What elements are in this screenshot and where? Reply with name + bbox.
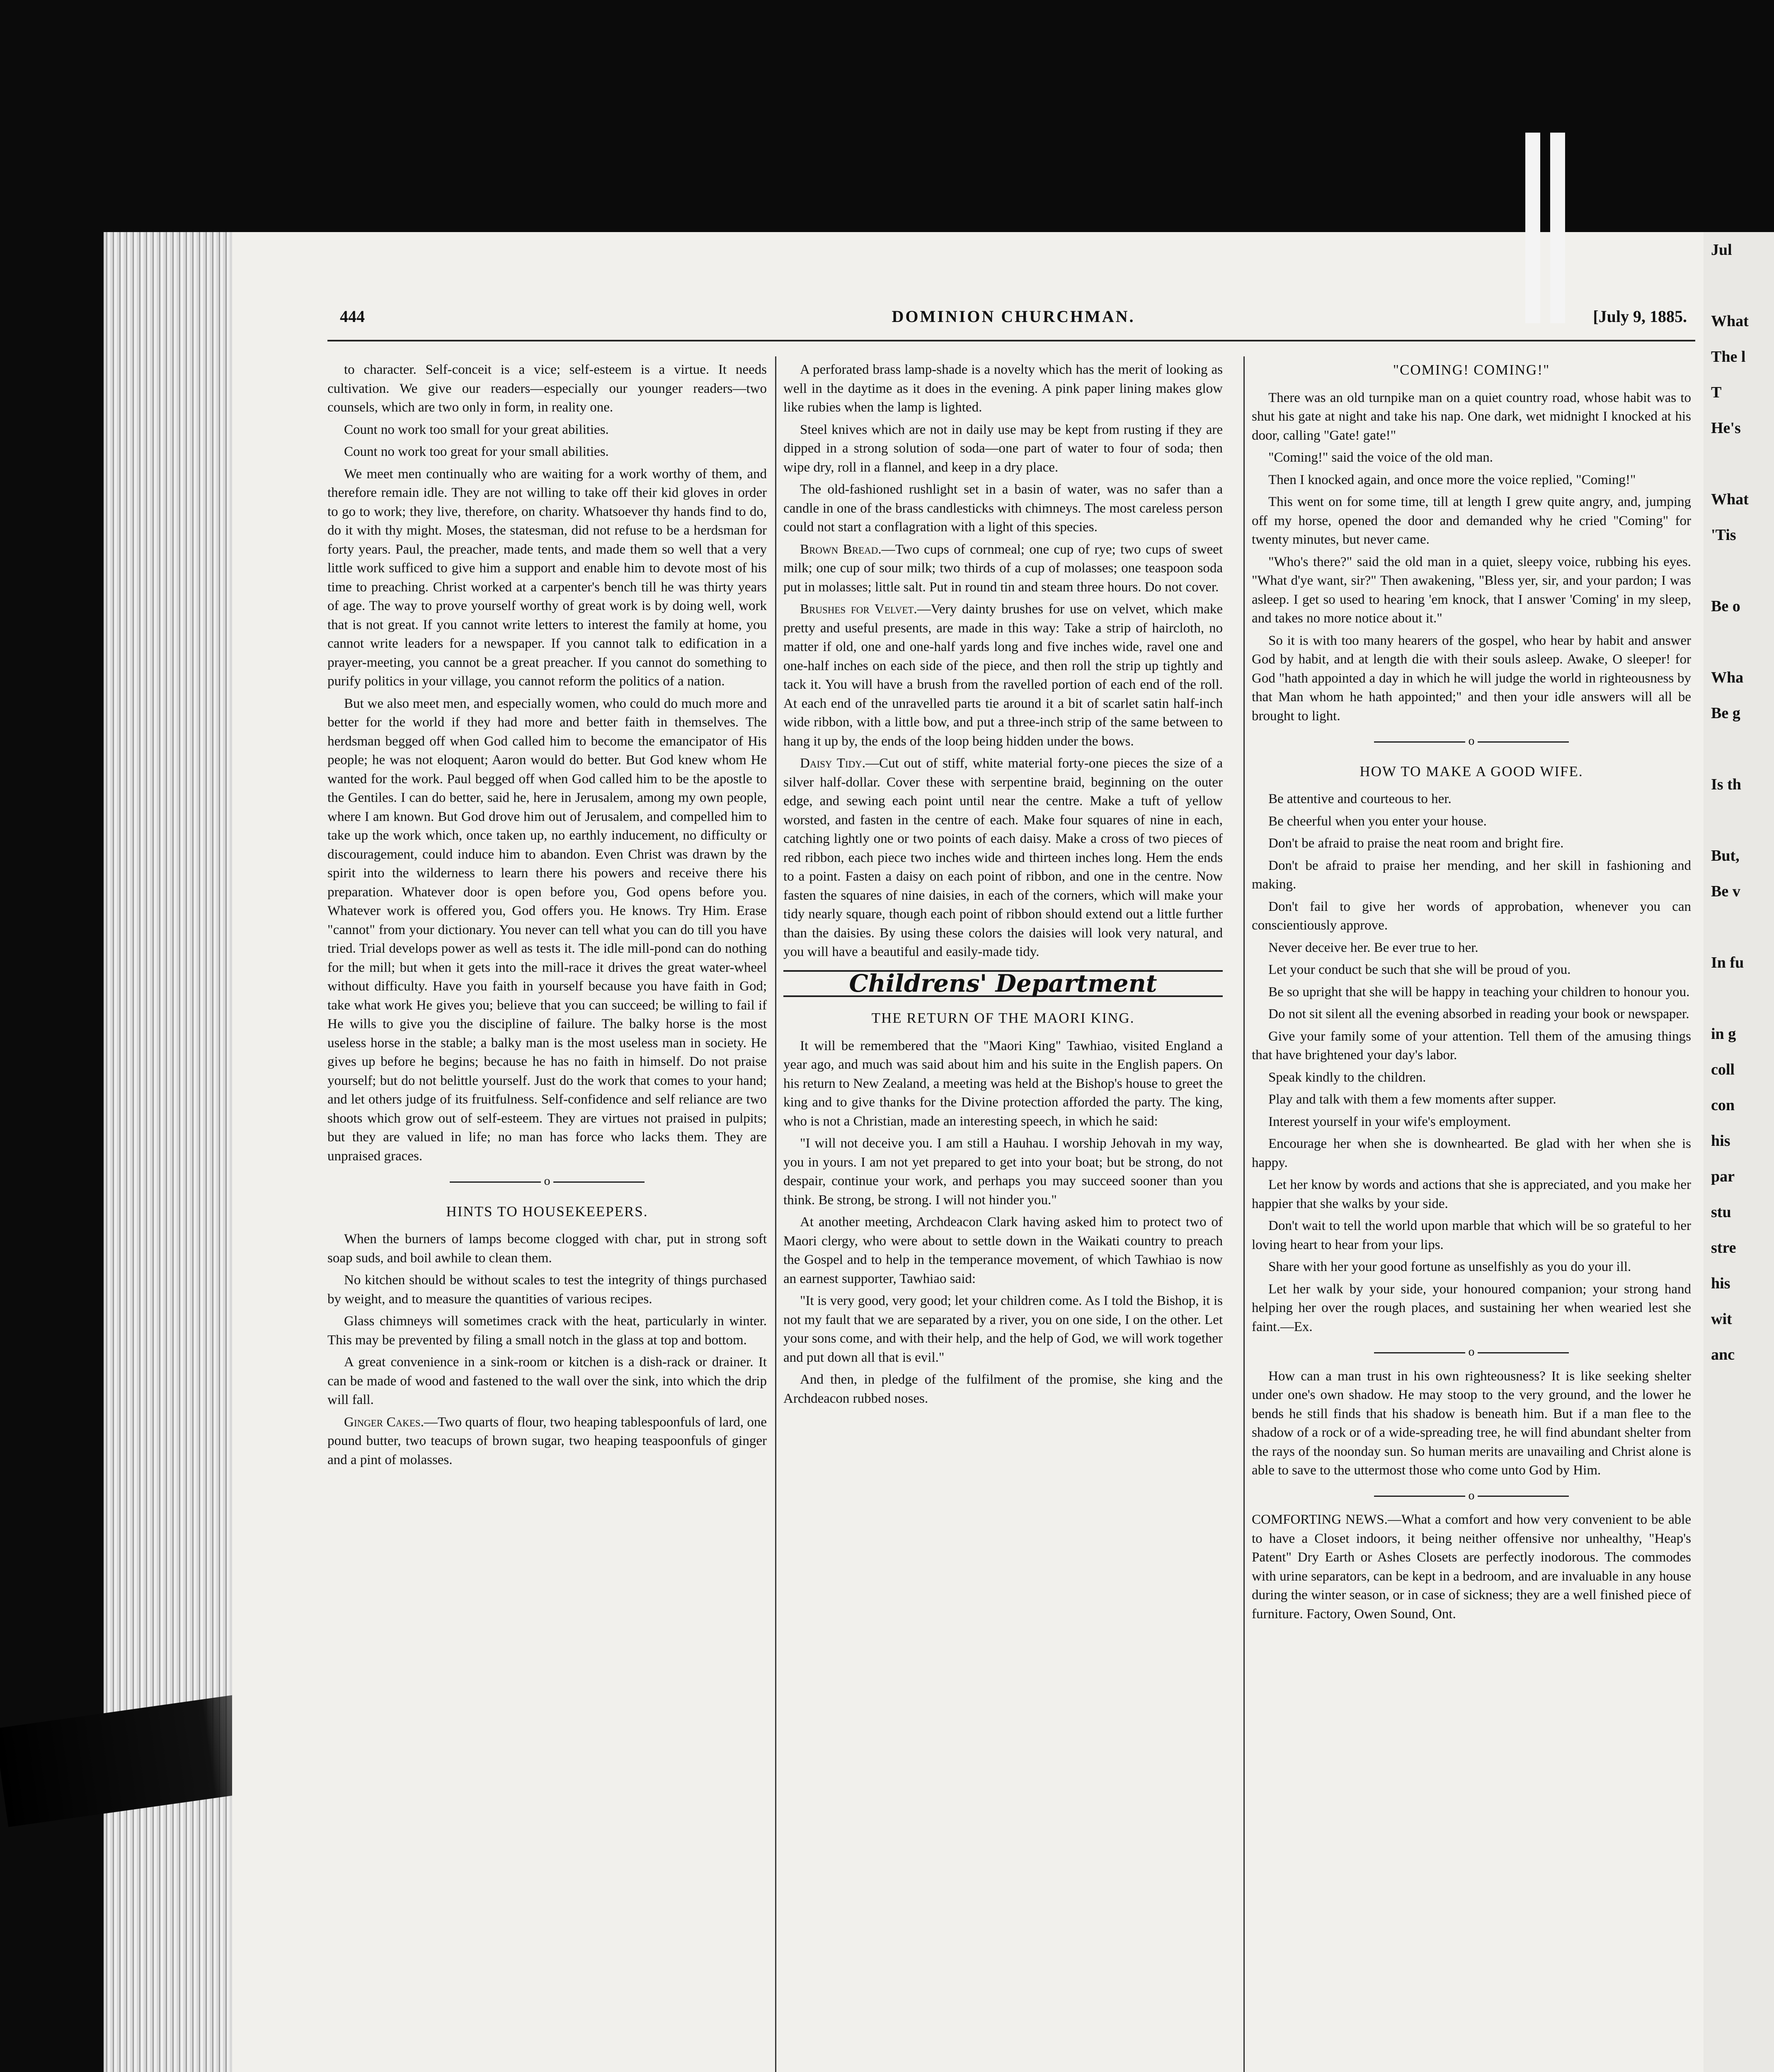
ginger-cakes-recipe: Ginger Cakes.—Two quarts of flour, two heaping tablespoonfuls of lard, one pound butter, two teacups of brown sugar, two heaping teaspoonfuls of ginger and a pint of molasses. bbox=[327, 1414, 767, 1467]
wife-tip: Share with her your good fortune as unselfishly as you do your ill. bbox=[1268, 1259, 1631, 1274]
column-rule bbox=[1243, 356, 1245, 2072]
facing-page-text: Be v bbox=[1711, 883, 1740, 900]
hint-paragraph: A great convenience in a sink-room or kitchen is a dish-rack or drainer. It can be made of wood and fastened to the wall over the sink, into which the drip will fall. bbox=[327, 1355, 767, 1407]
coming-heading: "COMING! COMING!" bbox=[1393, 362, 1550, 378]
ornament-divider: o bbox=[1252, 731, 1691, 750]
wife-tip: Encourage her when she is downhearted. Be glad with her when she is happy. bbox=[1252, 1136, 1691, 1170]
binder-clip bbox=[1550, 133, 1565, 323]
wife-tip: Don't fail to give her words of approbation, whenever you can conscientiously approve. bbox=[1252, 899, 1691, 933]
facing-page-text: In fu bbox=[1711, 954, 1744, 971]
facing-page-text: Be o bbox=[1711, 598, 1740, 615]
maori-king-heading: THE RETURN OF THE MAORI KING. bbox=[871, 1010, 1135, 1026]
wife-tip: Don't wait to tell the world upon marble that which will be so grateful to her loving heart to hear from your lips. bbox=[1252, 1218, 1691, 1252]
maori-paragraph: And then, in pledge of the fulfilment of the promise, she king and the Archdeacon rubbed noses. bbox=[783, 1372, 1223, 1406]
column-1 bbox=[327, 361, 767, 1473]
facing-page-text bbox=[1704, 446, 1774, 482]
hint-paragraph: No kitchen should be without scales to test the integrity of things purchased by weight, and to measure the quantities of various recipes. bbox=[327, 1273, 767, 1307]
maori-paragraph: It will be remembered that the "Maori King" Tawhiao, visited England a year ago, and much was said about him and his suite in the English papers. On his return to New Zealand, a meeting was held at the Bishop's house to greet the king and to give thanks for the Divine protection afforded the party. The king, who is not a Christian, made an interesting speech, in which he said: bbox=[783, 1038, 1223, 1129]
comforting-news-ad: COMFORTING NEWS.—What a comfort and how very convenient to be able to have a Closet indoors, it being neither offensive nor unhealthy, "Heap's Patent" Dry Earth or Ashes Closets are perfectly inodorous. The commodes with urine separators, can be kept in a bedroom, and are invaluable in any house during the winter season, or in case of sickness; they are a well finished piece of furniture. Factory, Owen Sound, Ont. bbox=[1252, 1512, 1691, 1622]
article-paragraph: But we also meet men, and especially women, who could do much more and better for the world if they had more and better faith in themselves. The herdsman begged off when God called him to become the emancipator of His people; he was not eloquent; Aaron would do better. But God knew whom He wanted for the work. Paul begged off when God called him to be the apostle to the Gentiles. I can do better, said he, here in Jerusalem, among my own people, where I am known. But God drove him out of Jerusalem, and compelled him to take up the work which, once taken up, no earthly inducement, no difficulty or discouragement, could induce him to abandon. Even Christ was drawn by the spirit into the wilderness to learn there his powers and receive there his preparation. Whatever door is open before you, God opens before you. Whatever work is offered you, God offers you. He knows. Try Him. Erase "cannot" from your dictionary. You never can tell what you can do till you have tried. Trial develops power as well as tests it. The idle mill-pond can do nothing for the mill; but when it gets into the mill-race it drives the great water-wheel without difficulty. Have you faith in yourself because you have faith in God; take what work He gives you; believe that you can succeed; be willing to fail if He wills to give you the discipline of failure. The balky horse is the most useless horse in the stable; a balky man is the most useless man in society. He gives up before he begins; because he has no faith in himself. Do not praise yourself; but do not belittle yourself. Just do the work that comes to your hand; and let others judge of its fruitfulness. Self-confidence and self reliance are two shoots which grow out of self-esteem. They are virtues not praised in pulpits; but they are valued in life; no man has force who lacks them. They are unpraised graces. bbox=[327, 696, 767, 1164]
article-paragraph: to character. Self-conceit is a vice; self-esteem is a virtue. It needs cultivation. We give our readers—especially our younger readers—two counsels, which are two only in form, in reality one. bbox=[327, 362, 767, 415]
brown-bread-recipe: Brown Bread.—Two cups of cornmeal; one cup of rye; two cups of sweet milk; one cup of sour milk; two thirds of a cup of molasses; one teaspoon soda put in molasses; little salt. Put in round tin and steam three hours. Do not cover. bbox=[783, 542, 1223, 595]
masthead-title: DOMINION CHURCHMAN. bbox=[892, 307, 1135, 326]
facing-page-text: 'Tis bbox=[1711, 526, 1736, 544]
hint-paragraph: Glass chimneys will sometimes crack with the heat, particularly in winter. This may be prevented by filing a small notch in the glass at top and bottom. bbox=[327, 1314, 767, 1348]
article-paragraph: A perforated brass lamp-shade is a novelty which has the merit of looking as well in the daytime as it does in the evening. A pink paper lining makes glow like rubies when the lamp is lighted. bbox=[783, 362, 1223, 415]
facing-page-text: par bbox=[1711, 1168, 1735, 1185]
ornament-divider: o bbox=[327, 1172, 767, 1191]
facing-page-text: Be g bbox=[1711, 704, 1740, 722]
wife-tip: Don't be afraid to praise her mending, and her skill in fashioning and making. bbox=[1252, 858, 1691, 892]
facing-page-text: stre bbox=[1711, 1239, 1736, 1256]
facing-page-text bbox=[1704, 802, 1774, 838]
coming-paragraph: So it is with too many hearers of the gospel, who hear by habit and answer God by habit, and at length die with their souls asleep. Awake, O sleeper! for God "hath appointed a day in which he will judge the world in righteousness by that Man whom he hath appointed;" and then your idle answers will all be brought to light. bbox=[1252, 633, 1691, 724]
facing-page-text bbox=[1704, 553, 1774, 588]
hint-paragraph: When the burners of lamps become clogged with char, put in strong soft soap suds, and boil awhile to clean them. bbox=[327, 1232, 767, 1266]
coming-paragraph: There was an old turnpike man on a quiet country road, whose habit was to shut his gate at night and take his nap. One dark, wet midnight I knocked at his door, calling "Gate! gate!" bbox=[1252, 390, 1691, 443]
facing-page-text: What bbox=[1711, 312, 1749, 330]
ornament-divider: o bbox=[1252, 1342, 1691, 1361]
coming-paragraph: Then I knocked again, and once more the voice replied, "Coming!" bbox=[1268, 472, 1636, 487]
childrens-department-banner: Childrens' Department bbox=[783, 970, 1223, 997]
header-rule bbox=[327, 340, 1695, 341]
binder-clip bbox=[1525, 133, 1540, 323]
facing-page-text: con bbox=[1711, 1097, 1735, 1114]
facing-page-text: stu bbox=[1711, 1203, 1731, 1221]
wife-tip: Be attentive and courteous to her. bbox=[1268, 792, 1452, 806]
facing-page-text bbox=[1704, 980, 1774, 1016]
facing-page-text: his bbox=[1711, 1132, 1730, 1150]
facing-page-text: Is th bbox=[1711, 776, 1741, 793]
facing-page-text bbox=[1704, 909, 1774, 945]
wife-tip: Be cheerful when you enter your house. bbox=[1268, 813, 1487, 829]
facing-page-text: Wha bbox=[1711, 669, 1744, 686]
issue-date: [July 9, 1885. bbox=[1593, 307, 1687, 326]
facing-page-text: his bbox=[1711, 1275, 1730, 1292]
coming-paragraph: "Who's there?" said the old man in a quiet, sleepy voice, rubbing his eyes. "What d'ye want, sir?" Then awakening, "Bless yer, sir, and your pardon; I was asleep. I get so used to hearing 'em knock, that I answer 'Coming' in my sleep, and takes no more notice about it." bbox=[1252, 554, 1691, 626]
wife-tip: Let her walk by your side, your honoured companion; your strong hand helping her over the rough places, and sustaining her when wearied lest she faint.—Ex. bbox=[1252, 1281, 1691, 1334]
column-3 bbox=[1252, 361, 1691, 1627]
wife-tip: Let your conduct be such that she will be proud of you. bbox=[1268, 962, 1571, 977]
wife-tip: Play and talk with them a few moments after supper. bbox=[1268, 1092, 1556, 1107]
facing-page-text: T bbox=[1711, 384, 1722, 401]
article-paragraph: Steel knives which are not in daily use may be kept from rusting if they are dipped in a strong solution of soda—one part of water to four of soda; then wipe dry, roll in a flannel, and keep in a dry place. bbox=[783, 422, 1223, 475]
facing-page-text: anc bbox=[1711, 1346, 1735, 1363]
page-number: 444 bbox=[340, 307, 365, 326]
wife-tip: Never deceive her. Be ever true to her. bbox=[1268, 940, 1478, 955]
facing-page-text: What bbox=[1711, 491, 1749, 508]
good-wife-heading: HOW TO MAKE A GOOD WIFE. bbox=[1360, 763, 1583, 779]
article-paragraph: Count no work too great for your small abilities. bbox=[344, 444, 609, 459]
wife-tip: Don't be afraid to praise the neat room and bright fire. bbox=[1268, 836, 1564, 851]
facing-page-fragment bbox=[1704, 232, 1774, 2072]
wife-tip: Be so upright that she will be happy in teaching your children to honour you. bbox=[1268, 984, 1690, 1000]
maori-paragraph: "It is very good, very good; let your children come. As I told the Bishop, it is not my fault that we are separated by a river, you on one side, I on the other. Let your sons come, and with their help, and the help of God, we will work together and put down all that is evil." bbox=[783, 1293, 1223, 1365]
velvet-brushes-article: Brushes for Velvet.—Very dainty brushes for use on velvet, which make pretty and useful presents, are made in this way: Take a strip of haircloth, no matter if old, one and one-half yards long and five inches wide, ravel one and one-half inches on each side of the piece, and then roll the strip up tightly and tack it. You will have a brush from the ravelled portion of each end of the roll. At each end of the unravelled parts tie around it a bit of scarlet satin half-inch wide ribbon, with a little bow, and put a three-inch strip of the same between to hang it up by, the ends of the loop being hidden under the bows. bbox=[783, 602, 1223, 749]
facing-page-text: coll bbox=[1711, 1061, 1735, 1078]
wife-tip: Speak kindly to the children. bbox=[1268, 1070, 1426, 1085]
daisy-tidy-article: Daisy Tidy.—Cut out of stiff, white material forty-one pieces the size of a silver half-dollar. Cover these with serpentine braid, beginning on the outer edge, and sewing each point until near the centre. Make a tuft of yellow worsted, and fasten in the centre of each. Make four squares of nine in each, catching lightly one or two points of each daisy. Make a cross of two pieces of red ribbon, each piece two inches wide and thirteen inches long. Hem the ends to a point. Fasten a daisy on each point of ribbon, and one in the centre. Now fasten the squares of nine daisies, in each of the corners, which will make your tidy nearly square, though each point of ribbon should extend out a little further than the daisies. By using these colors the daisies will look very natural, and you will have a beautiful and easily-made tidy. bbox=[783, 756, 1223, 959]
wife-tip: Interest yourself in your wife's employment. bbox=[1268, 1114, 1511, 1129]
coming-paragraph: "Coming!" said the voice of the old man. bbox=[1268, 450, 1493, 465]
facing-page-text: But, bbox=[1711, 847, 1740, 864]
article-paragraph: We meet men continually who are waiting for a work worthy of them, and therefore remain idle. They are not willing to take off their kid gloves in order to go to work; they live, therefore, on charity. Whatsoever thy hands find to do, do it with thy might. Moses, the statesman, did not refuse to be a herdsman for forty years. Paul, the preacher, made tents, and made them so well that a very little work sufficed to give him a support and enable him to devote most of his time to preaching. Christ worked at a carpenter's bench till he was thirty years of age. The way to prove yourself worthy of great work is by doing well, work that is not great. If you cannot write letters to interest the family at home, you cannot write leaders for a newspaper. If you cannot talk to edification in a prayer-meeting, you cannot be a great preacher. If you cannot do something to purify politics in your village, you cannot reform the politics of a nation. bbox=[327, 466, 767, 689]
column-rule bbox=[775, 356, 776, 2072]
hints-heading: HINTS TO HOUSEKEEPERS. bbox=[446, 1203, 648, 1220]
coming-paragraph: This went on for some time, till at length I grew quite angry, and, jumping off my horse, opened the door and demanded why he cried "Coming" for twenty minutes, but never came. bbox=[1252, 494, 1691, 547]
page-header bbox=[340, 307, 1687, 340]
wife-tip: Give your family some of your attention. Tell them of the amusing things that have brightened your day's labor. bbox=[1252, 1029, 1691, 1063]
facing-page-text: in g bbox=[1711, 1025, 1736, 1043]
wife-tip: Do not sit silent all the evening absorbed in reading your book or newspaper. bbox=[1268, 1007, 1689, 1021]
facing-page-text: He's bbox=[1711, 419, 1741, 437]
righteousness-paragraph: How can a man trust in his own righteousness? It is like seeking shelter under one's own shadow. He may stoop to the very ground, and the lower he bends he still finds that his shadow is beneath him. But if a man flee to the shadow of a rock or of a wide-spreading tree, he will find abundant shelter from the rays of the noonday sun. So human merits are unavailing and Christ alone is able to save to the uttermost those who come unto God by Him. bbox=[1252, 1368, 1691, 1478]
facing-page-text bbox=[1704, 731, 1774, 767]
facing-page-text: The l bbox=[1711, 348, 1746, 366]
wife-tip: Let her know by words and actions that she is appreciated, and you make her happier that she walks by your side. bbox=[1252, 1177, 1691, 1211]
article-paragraph: The old-fashioned rushlight set in a basin of water, was no safer than a candle in one of the brass candlesticks with chimneys. The most careless person could not start a conflagration with a light of this species. bbox=[783, 482, 1223, 535]
maori-paragraph: At another meeting, Archdeacon Clark having asked him to protect two of Maori clergy, who were about to settle down in the Waikati country to preach the Gospel and to help in the temperance movement, of which Tawhiao is now an earnest supporter, Tawhiao said: bbox=[783, 1215, 1223, 1286]
ornament-divider: o bbox=[1252, 1486, 1691, 1505]
facing-page-text bbox=[1704, 268, 1774, 303]
facing-page-text: wit bbox=[1711, 1310, 1732, 1328]
facing-page-text: Jul bbox=[1711, 241, 1732, 259]
maori-paragraph: "I will not deceive you. I am still a Hauhau. I worship Jehovah in my way, you in yours. I am not yet prepared to get into your boat; but be strong, do not despair, continue your work, and perhaps you may succeed sooner than you think. Be strong, be strong. I will not hinder you." bbox=[783, 1136, 1223, 1208]
article-paragraph: Count no work too small for your great abilities. bbox=[344, 422, 609, 437]
column-2 bbox=[783, 361, 1223, 1411]
facing-page-text bbox=[1704, 624, 1774, 660]
